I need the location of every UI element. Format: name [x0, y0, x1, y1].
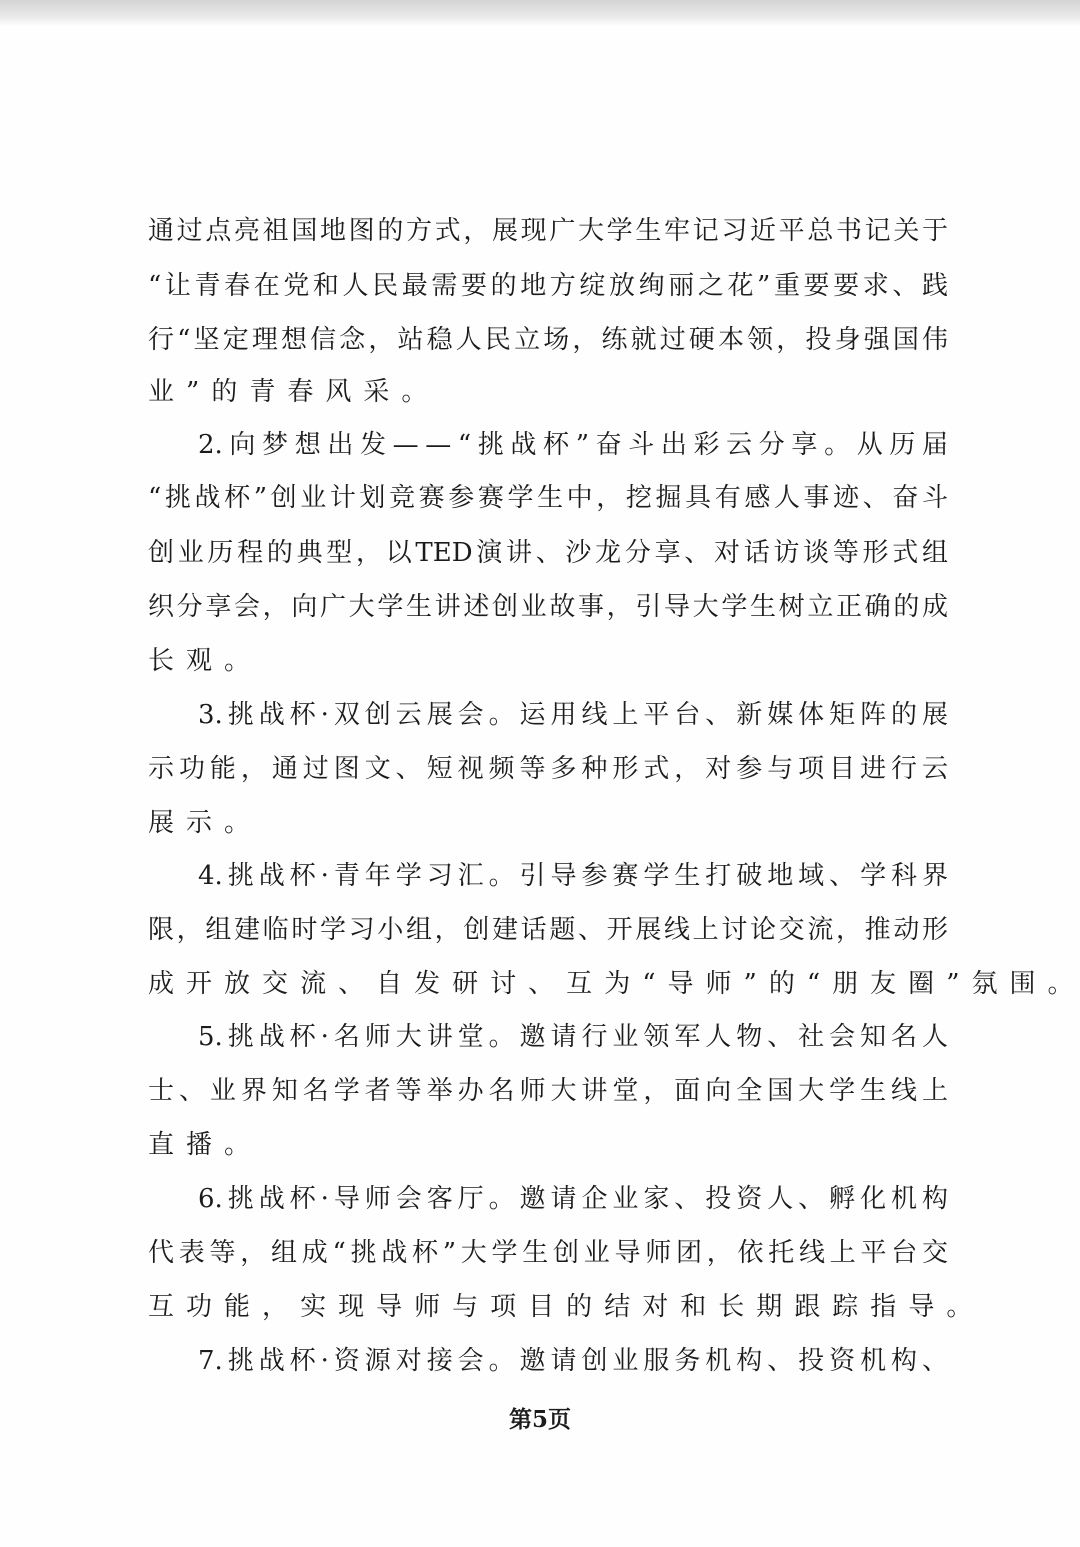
text-line: 通 过 点 亮 祖 国 地 图 的 方 式 ， 展 现 广 大 学 生 牢 记 习 近 平 总 书 记 关 于 [148, 216, 948, 246]
text-line: 创 业 历 程 的 典 型 ， 以 TED 演 讲 、 沙 龙 分 享 、 对 话 访 谈 等 形 式 组 [148, 538, 948, 568]
text-line: 展 示 。 [148, 808, 251, 838]
text-line: 业 ” 的 青 春 风 采 。 [148, 377, 428, 407]
page-number: 第5页 [508, 1406, 571, 1433]
text-line: 7. 挑 战 杯 · 资 源 对 接 会 。 邀 请 创 业 服 务 机 构 、 投 资 机 构 、 [198, 1346, 948, 1376]
text-line: 士 、 业 界 知 名 学 者 等 举 办 名 师 大 讲 堂 ， 面 向 全 国 大 学 生 线 上 [148, 1076, 948, 1106]
text-line: 直 播 。 [148, 1130, 251, 1160]
text-line: 3. 挑 战 杯 · 双 创 云 展 会 。 运 用 线 上 平 台 、 新 媒 体 矩 阵 的 展 [198, 700, 948, 730]
text-line: 代 表 等 ， 组 成 “ 挑 战 杯 ” 大 学 生 创 业 导 师 团 ， 依 托 线 上 平 台 交 [148, 1238, 948, 1268]
text-line: “ 让 青 春 在 党 和 人 民 最 需 要 的 地 方 绽 放 绚 丽 之 花 ” 重 要 要 求 、 践 [148, 271, 948, 301]
text-line: 长 观 。 [148, 646, 251, 676]
top-bar [0, 0, 1080, 26]
text-line: 成 开 放 交 流 、 自 发 研 讨 、 互 为 “ 导 师 ” 的 “ 朋 友 圈 ” 氛 围 。 [148, 969, 1074, 999]
text-line: 5. 挑 战 杯 · 名 师 大 讲 堂 。 邀 请 行 业 领 军 人 物 、 社 会 知 名 人 [198, 1022, 948, 1052]
text-line: 限 ， 组 建 临 时 学 习 小 组 ， 创 建 话 题 、 开 展 线 上 讨 论 交 流 ， 推 动 形 [148, 915, 948, 945]
text-line: 4. 挑 战 杯 · 青 年 学 习 汇 。 引 导 参 赛 学 生 打 破 地 域 、 学 科 界 [198, 861, 948, 891]
text-line: 织 分 享 会 ， 向 广 大 学 生 讲 述 创 业 故 事 ， 引 导 大 学 生 树 立 正 确 的 成 [148, 592, 948, 622]
text-line: 行 “ 坚 定 理 想 信 念 ， 站 稳 人 民 立 场 ， 练 就 过 硬 本 领 ， 投 身 强 国 伟 [148, 325, 948, 355]
text-line: 2. 向 梦 想 出 发 — — “ 挑 战 杯 ” 奋 斗 出 彩 云 分 享 。 从 历 届 [198, 430, 948, 460]
text-line: “ 挑 战 杯 ” 创 业 计 划 竞 赛 参 赛 学 生 中 ， 挖 掘 具 有 感 人 事 迹 、 奋 斗 [148, 483, 948, 513]
text-line: 示 功 能 ， 通 过 图 文 、 短 视 频 等 多 种 形 式 ， 对 参 与 项 目 进 行 云 [148, 754, 948, 784]
text-line: 6. 挑 战 杯 · 导 师 会 客 厅 。 邀 请 企 业 家 、 投 资 人 、 孵 化 机 构 [198, 1184, 948, 1214]
text-line: 互 功 能 ， 实 现 导 师 与 项 目 的 结 对 和 长 期 跟 踪 指 导 。 [148, 1292, 973, 1322]
